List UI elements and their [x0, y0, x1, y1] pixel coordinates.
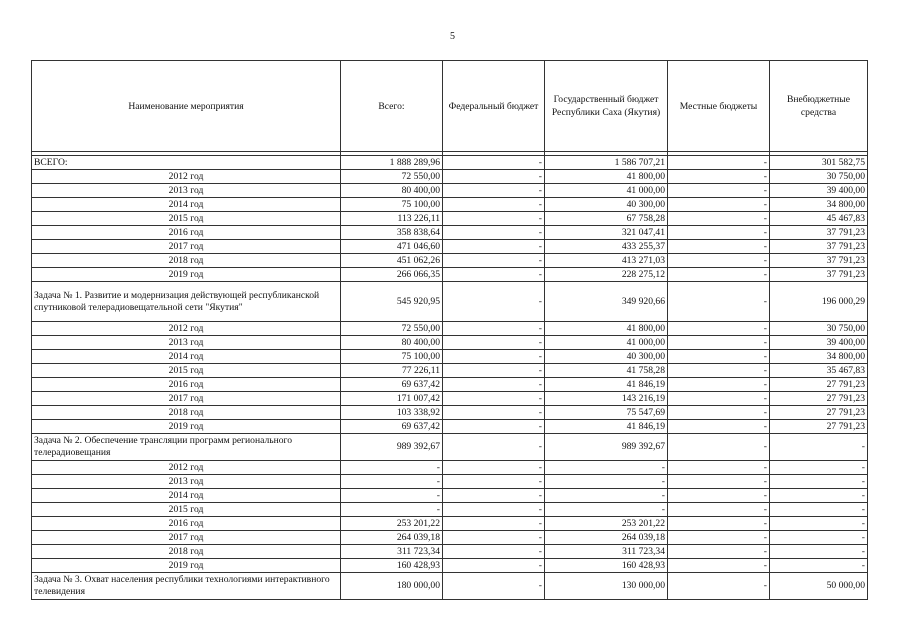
cell-state: 349 920,66 — [545, 282, 668, 322]
task-row — [32, 434, 868, 461]
header-federal: Федеральный бюджет — [443, 61, 545, 152]
cell-extra: - — [770, 461, 868, 475]
cell-federal: - — [443, 350, 545, 364]
cell-total: - — [341, 503, 443, 517]
cell-name: 2017 год — [32, 240, 341, 254]
cell-state: 41 000,00 — [545, 184, 668, 198]
cell-federal: - — [443, 503, 545, 517]
cell-name: 2013 год — [32, 475, 341, 489]
year-row — [32, 184, 868, 198]
cell-extra: - — [770, 503, 868, 517]
cell-federal: - — [443, 392, 545, 406]
cell-total: 103 338,92 — [341, 406, 443, 420]
cell-total: 80 400,00 — [341, 184, 443, 198]
cell-name: 2017 год — [32, 531, 341, 545]
cell-state: - — [545, 461, 668, 475]
cell-local: - — [668, 406, 770, 420]
cell-state: 1 586 707,21 — [545, 156, 668, 170]
cell-state: 264 039,18 — [545, 531, 668, 545]
cell-name: Задача № 2. Обеспечение трансляции программ регионального телерадиовещания — [32, 434, 341, 461]
cell-local: - — [668, 282, 770, 322]
cell-local: - — [668, 240, 770, 254]
cell-state: - — [545, 489, 668, 503]
cell-name: 2018 год — [32, 406, 341, 420]
cell-extra: 35 467,83 — [770, 364, 868, 378]
cell-federal: - — [443, 336, 545, 350]
cell-federal: - — [443, 254, 545, 268]
cell-name: ВСЕГО: — [32, 156, 341, 170]
cell-federal: - — [443, 378, 545, 392]
cell-total: - — [341, 461, 443, 475]
cell-extra: 37 791,23 — [770, 226, 868, 240]
cell-local: - — [668, 434, 770, 461]
cell-name: 2013 год — [32, 336, 341, 350]
cell-state: 41 800,00 — [545, 170, 668, 184]
header-state: Государственный бюджет Республики Саха (Якутия) — [545, 61, 668, 152]
cell-state: 413 271,03 — [545, 254, 668, 268]
cell-federal: - — [443, 226, 545, 240]
year-row — [32, 489, 868, 503]
cell-extra: - — [770, 559, 868, 573]
cell-total: 180 000,00 — [341, 573, 443, 600]
cell-extra: 39 400,00 — [770, 184, 868, 198]
cell-local: - — [668, 170, 770, 184]
cell-total: - — [341, 489, 443, 503]
cell-federal: - — [443, 240, 545, 254]
budget-table — [31, 60, 868, 600]
cell-name: 2016 год — [32, 517, 341, 531]
cell-local: - — [668, 212, 770, 226]
cell-state: 143 216,19 — [545, 392, 668, 406]
cell-local: - — [668, 226, 770, 240]
cell-extra: 37 791,23 — [770, 268, 868, 282]
cell-local: - — [668, 254, 770, 268]
cell-state: 41 758,28 — [545, 364, 668, 378]
cell-federal: - — [443, 212, 545, 226]
cell-extra: 27 791,23 — [770, 392, 868, 406]
cell-local: - — [668, 336, 770, 350]
cell-local: - — [668, 545, 770, 559]
cell-federal: - — [443, 170, 545, 184]
cell-state: 41 800,00 — [545, 322, 668, 336]
cell-extra: - — [770, 531, 868, 545]
cell-extra: 37 791,23 — [770, 240, 868, 254]
cell-federal: - — [443, 531, 545, 545]
cell-name: 2018 год — [32, 254, 341, 268]
year-row — [32, 254, 868, 268]
cell-state: 41 000,00 — [545, 336, 668, 350]
cell-total: 113 226,11 — [341, 212, 443, 226]
cell-total: 171 007,42 — [341, 392, 443, 406]
header-local: Местные бюджеты — [668, 61, 770, 152]
year-row — [32, 392, 868, 406]
cell-total: 451 062,26 — [341, 254, 443, 268]
cell-local: - — [668, 531, 770, 545]
cell-name: 2015 год — [32, 503, 341, 517]
cell-total: 989 392,67 — [341, 434, 443, 461]
cell-federal: - — [443, 545, 545, 559]
cell-federal: - — [443, 573, 545, 600]
cell-state: 130 000,00 — [545, 573, 668, 600]
cell-total: 80 400,00 — [341, 336, 443, 350]
year-row — [32, 517, 868, 531]
cell-extra: 27 791,23 — [770, 420, 868, 434]
cell-local: - — [668, 198, 770, 212]
cell-total: 75 100,00 — [341, 350, 443, 364]
cell-state: 40 300,00 — [545, 350, 668, 364]
cell-total: 75 100,00 — [341, 198, 443, 212]
task-row — [32, 282, 868, 322]
cell-extra: 39 400,00 — [770, 336, 868, 350]
cell-federal: - — [443, 517, 545, 531]
header-row — [32, 61, 868, 152]
cell-federal: - — [443, 322, 545, 336]
cell-federal: - — [443, 268, 545, 282]
cell-federal: - — [443, 559, 545, 573]
cell-state: 228 275,12 — [545, 268, 668, 282]
task-row — [32, 573, 868, 600]
cell-name: 2018 год — [32, 545, 341, 559]
cell-extra: 34 800,00 — [770, 198, 868, 212]
cell-local: - — [668, 475, 770, 489]
cell-extra: 301 582,75 — [770, 156, 868, 170]
cell-total: 77 226,11 — [341, 364, 443, 378]
year-row — [32, 350, 868, 364]
total-row — [32, 156, 868, 170]
cell-state: 41 846,19 — [545, 420, 668, 434]
year-row — [32, 240, 868, 254]
cell-extra: - — [770, 517, 868, 531]
year-row — [32, 226, 868, 240]
cell-name: 2012 год — [32, 170, 341, 184]
cell-extra: - — [770, 475, 868, 489]
cell-total: 471 046,60 — [341, 240, 443, 254]
year-row — [32, 268, 868, 282]
year-row — [32, 559, 868, 573]
cell-extra: - — [770, 545, 868, 559]
cell-name: 2015 год — [32, 212, 341, 226]
cell-state: 321 047,41 — [545, 226, 668, 240]
cell-state: 253 201,22 — [545, 517, 668, 531]
year-row — [32, 420, 868, 434]
cell-name: 2019 год — [32, 268, 341, 282]
cell-extra: 30 750,00 — [770, 322, 868, 336]
cell-name: 2012 год — [32, 461, 341, 475]
cell-name: 2016 год — [32, 226, 341, 240]
year-row — [32, 378, 868, 392]
header-extra: Внебюджетные средства — [770, 61, 868, 152]
year-row — [32, 170, 868, 184]
cell-total: 69 637,42 — [341, 378, 443, 392]
cell-local: - — [668, 503, 770, 517]
cell-name: 2013 год — [32, 184, 341, 198]
year-row — [32, 461, 868, 475]
cell-extra: - — [770, 489, 868, 503]
cell-federal: - — [443, 282, 545, 322]
header-name: Наименование мероприятия — [32, 61, 341, 152]
header-total: Всего: — [341, 61, 443, 152]
cell-name: 2012 год — [32, 322, 341, 336]
year-row — [32, 475, 868, 489]
cell-total: 1 888 289,96 — [341, 156, 443, 170]
cell-federal: - — [443, 198, 545, 212]
cell-federal: - — [443, 489, 545, 503]
cell-state: - — [545, 475, 668, 489]
cell-local: - — [668, 350, 770, 364]
cell-state: 41 846,19 — [545, 378, 668, 392]
cell-federal: - — [443, 406, 545, 420]
cell-local: - — [668, 184, 770, 198]
cell-extra: 45 467,83 — [770, 212, 868, 226]
cell-name: Задача № 3. Охват населения республики технологиями интерактивного телевидения — [32, 573, 341, 600]
cell-name: Задача № 1. Развитие и модернизация действующей республиканской спутниковой телерадиовещательной сети "Якутия" — [32, 282, 341, 322]
cell-total: 72 550,00 — [341, 322, 443, 336]
cell-name: 2014 год — [32, 198, 341, 212]
cell-total: 160 428,93 — [341, 559, 443, 573]
table-body — [32, 156, 868, 600]
cell-state: 160 428,93 — [545, 559, 668, 573]
cell-name: 2019 год — [32, 420, 341, 434]
cell-name: 2014 год — [32, 489, 341, 503]
cell-name: 2016 год — [32, 378, 341, 392]
cell-local: - — [668, 489, 770, 503]
cell-name: 2017 год — [32, 392, 341, 406]
cell-total: 545 920,95 — [341, 282, 443, 322]
cell-federal: - — [443, 364, 545, 378]
year-row — [32, 322, 868, 336]
cell-federal: - — [443, 420, 545, 434]
cell-federal: - — [443, 184, 545, 198]
cell-local: - — [668, 420, 770, 434]
cell-local: - — [668, 364, 770, 378]
year-row — [32, 212, 868, 226]
cell-total: 69 637,42 — [341, 420, 443, 434]
cell-federal: - — [443, 156, 545, 170]
cell-federal: - — [443, 461, 545, 475]
cell-name: 2015 год — [32, 364, 341, 378]
cell-total: 253 201,22 — [341, 517, 443, 531]
cell-total: 358 838,64 — [341, 226, 443, 240]
cell-extra: 196 000,29 — [770, 282, 868, 322]
cell-federal: - — [443, 434, 545, 461]
cell-state: 433 255,37 — [545, 240, 668, 254]
year-row — [32, 503, 868, 517]
cell-federal: - — [443, 475, 545, 489]
cell-total: 311 723,34 — [341, 545, 443, 559]
cell-total: 72 550,00 — [341, 170, 443, 184]
cell-state: 75 547,69 — [545, 406, 668, 420]
cell-local: - — [668, 559, 770, 573]
cell-local: - — [668, 156, 770, 170]
cell-extra: 34 800,00 — [770, 350, 868, 364]
year-row — [32, 336, 868, 350]
cell-state: 40 300,00 — [545, 198, 668, 212]
year-row — [32, 364, 868, 378]
cell-name: 2014 год — [32, 350, 341, 364]
cell-local: - — [668, 392, 770, 406]
year-row — [32, 406, 868, 420]
cell-total: 264 039,18 — [341, 531, 443, 545]
cell-extra: - — [770, 434, 868, 461]
cell-local: - — [668, 378, 770, 392]
cell-extra: 27 791,23 — [770, 378, 868, 392]
cell-local: - — [668, 268, 770, 282]
cell-name: 2019 год — [32, 559, 341, 573]
year-row — [32, 545, 868, 559]
cell-state: 989 392,67 — [545, 434, 668, 461]
cell-state: 311 723,34 — [545, 545, 668, 559]
year-row — [32, 198, 868, 212]
cell-total: - — [341, 475, 443, 489]
cell-extra: 50 000,00 — [770, 573, 868, 600]
cell-state: 67 758,28 — [545, 212, 668, 226]
page-number: 5 — [450, 31, 455, 42]
cell-extra: 27 791,23 — [770, 406, 868, 420]
cell-state: - — [545, 503, 668, 517]
cell-total: 266 066,35 — [341, 268, 443, 282]
cell-extra: 37 791,23 — [770, 254, 868, 268]
cell-extra: 30 750,00 — [770, 170, 868, 184]
cell-local: - — [668, 573, 770, 600]
cell-local: - — [668, 461, 770, 475]
year-row — [32, 531, 868, 545]
cell-local: - — [668, 322, 770, 336]
cell-local: - — [668, 517, 770, 531]
